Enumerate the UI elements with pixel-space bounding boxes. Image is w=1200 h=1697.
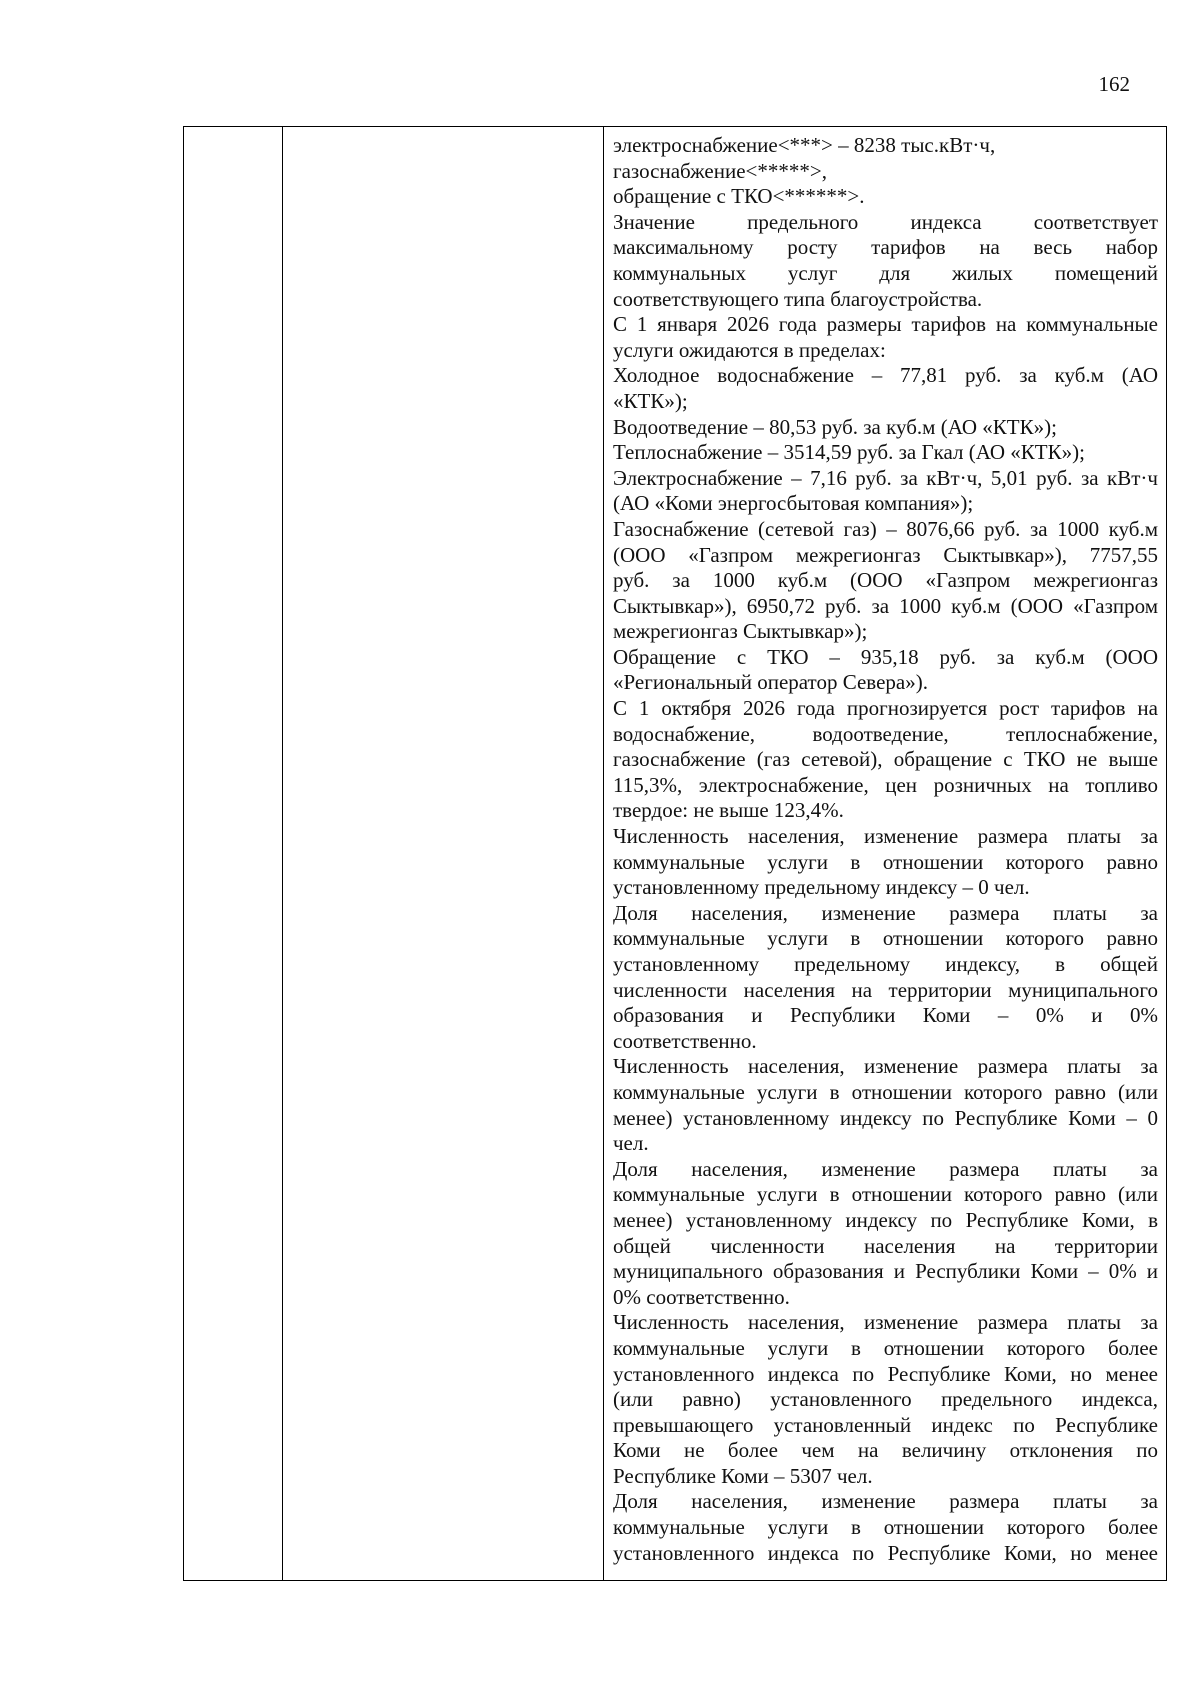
- text-line: Водоотведение – 80,53 руб. за куб.м (АО «КТК»);: [613, 414, 1057, 439]
- text-line: общей численности населения на территории: [613, 1233, 1158, 1258]
- text-line: газоснабжение (газ сетевой), обращение с ТКО не выше: [613, 747, 1158, 772]
- text-line: максимальному росту тарифов на весь набор: [613, 235, 1158, 260]
- text-line: (или равно) установленного предельного индекса,: [613, 1387, 1158, 1412]
- text-line: Численность населения, изменение размера платы за: [613, 1054, 1158, 1079]
- text-line: (АО «Коми энергосбытовая компания»);: [613, 491, 974, 516]
- text-line: 115,3%, электроснабжение, цен розничных на топливо: [613, 772, 1158, 797]
- cell-text-block: [604, 127, 1166, 1566]
- text-line: соответствующего типа благоустройства.: [613, 286, 983, 311]
- text-line: Доля населения, изменение размера платы за: [613, 900, 1158, 925]
- text-line: Холодное водоснабжение – 77,81 руб. за куб.м (АО: [613, 363, 1158, 388]
- text-line: Доля населения, изменение размера платы за: [613, 1156, 1158, 1181]
- text-line: Доля населения, изменение размера платы за: [613, 1489, 1158, 1514]
- text-line: муниципального образования и Республики Коми – 0% и: [613, 1259, 1158, 1284]
- text-line: Сыктывкар»), 6950,72 руб. за 1000 куб.м (ООО «Газпром: [613, 593, 1158, 618]
- text-line: коммунальных услуг для жилых помещений: [613, 260, 1158, 285]
- text-line: менее) установленному индексу по Республике Коми – 0: [613, 1105, 1158, 1130]
- text-line: межрегионгаз Сыктывкар»);: [613, 619, 868, 644]
- table-row: [184, 127, 1167, 1581]
- text-line: Численность населения, изменение размера платы за: [613, 824, 1158, 849]
- text-line: Теплоснабжение – 3514,59 руб. за Гкал (АО «КТК»);: [613, 440, 1085, 465]
- text-line: установленного индекса по Республике Коми, но менее: [613, 1361, 1158, 1386]
- text-line: Значение предельного индекса соответствует: [613, 209, 1158, 234]
- text-line: Численность населения, изменение размера платы за: [613, 1310, 1158, 1335]
- text-line: водоснабжение, водоотведение, теплоснабжение,: [613, 721, 1158, 746]
- text-line: «КТК»);: [613, 388, 688, 413]
- text-line: образования и Республики Коми – 0% и 0%: [613, 1003, 1158, 1028]
- text-line: услуги ожидаются в пределах:: [613, 337, 886, 362]
- text-line: установленному предельному индексу – 0 чел.: [613, 875, 1030, 900]
- text-line: коммунальные услуги в отношении которого более: [613, 1515, 1158, 1540]
- text-line: Газоснабжение (сетевой газ) – 8076,66 руб. за 1000 куб.м: [613, 516, 1158, 541]
- text-line: обращение с ТКО<******>.: [613, 184, 865, 209]
- page-number: 162: [1098, 72, 1130, 96]
- text-line: менее) установленному индексу по Республике Коми, в: [613, 1207, 1158, 1232]
- text-line: «Региональный оператор Севера»).: [613, 670, 928, 695]
- text-line: установленному предельному индексу, в общей: [613, 952, 1158, 976]
- table-cell-col1: [184, 127, 283, 1581]
- text-line: коммунальные услуги в отношении которого равно (или: [613, 1182, 1158, 1207]
- text-line: С 1 октября 2026 года прогнозируется рост тарифов на: [613, 696, 1158, 721]
- text-line: С 1 января 2026 года размеры тарифов на коммунальные: [613, 312, 1158, 337]
- table-cell-content: [604, 127, 1167, 1581]
- text-line: Обращение с ТКО – 935,18 руб. за куб.м (ООО: [613, 644, 1158, 669]
- text-line: руб. за 1000 куб.м (ООО «Газпром межрегионгаз: [613, 568, 1158, 593]
- text-line: Республике Коми – 5307 чел.: [613, 1463, 873, 1488]
- text-line: численности населения на территории муниципального: [613, 977, 1158, 1002]
- text-line: Электроснабжение – 7,16 руб. за кВт·ч, 5,01 руб. за кВт·ч: [613, 465, 1158, 490]
- text-line: газоснабжение<*****>,: [613, 158, 827, 183]
- text-line: коммунальные услуги в отношении которого равно: [613, 926, 1158, 951]
- text-line: 0% соответственно.: [613, 1284, 790, 1309]
- text-line: электроснабжение<***> – 8238 тыс.кВт·ч,: [613, 133, 996, 157]
- text-line: Коми не более чем на величину отклонения по: [613, 1438, 1158, 1463]
- text-line: чел.: [613, 1131, 649, 1156]
- text-line: твердое: не выше 123,4%.: [613, 798, 844, 823]
- text-line: коммунальные услуги в отношении которого равно (или: [613, 1079, 1158, 1104]
- text-line: превышающего установленный индекс по Республике: [613, 1412, 1158, 1437]
- text-line: соответственно.: [613, 1028, 757, 1053]
- document-table: [183, 126, 1167, 1581]
- text-line: коммунальные услуги в отношении которого более: [613, 1335, 1158, 1360]
- table-cell-col2: [283, 127, 604, 1581]
- text-line: установленного индекса по Республике Коми, но менее: [613, 1540, 1158, 1565]
- text-line: (ООО «Газпром межрегионгаз Сыктывкар»), 7757,55: [613, 542, 1158, 567]
- text-line: коммунальные услуги в отношении которого равно: [613, 849, 1158, 874]
